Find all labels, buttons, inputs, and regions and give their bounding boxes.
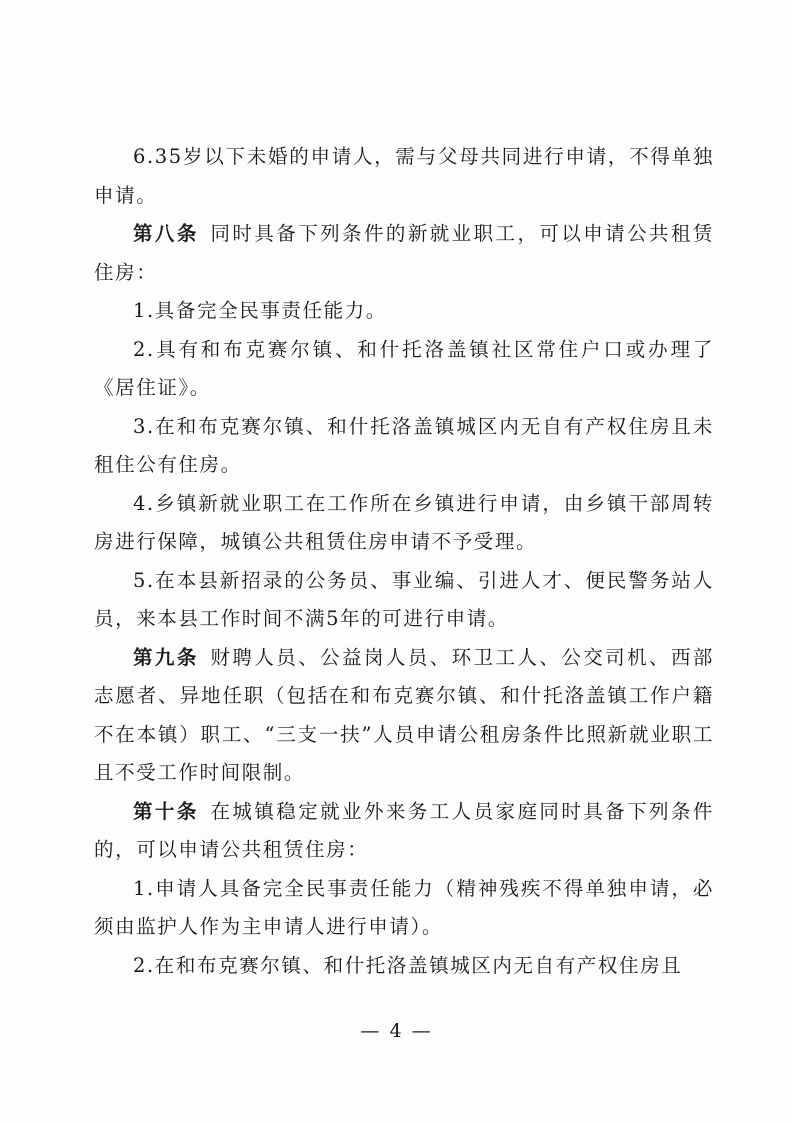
- document-body: [94, 138, 714, 985]
- article-heading: 第九条: [133, 645, 199, 669]
- paragraph-1: [94, 138, 714, 215]
- paragraph-text: 6.35岁以下未婚的申请人，需与父母共同进行申请，不得单独申请。: [94, 145, 714, 207]
- paragraph-text: 5.在本县新招录的公务员、事业编、引进人才、便民警务站人员，来本县工作时间不满5年的可进行申请。: [94, 568, 714, 630]
- paragraph-text: 在城镇稳定就业外来务工人员家庭同时具备下列条件的，可以申请公共租赁住房：: [94, 799, 714, 861]
- page-number: — 4 —: [360, 1020, 433, 1042]
- paragraph-7: [94, 562, 714, 639]
- paragraph-3: [94, 292, 714, 331]
- paragraph-4: [94, 331, 714, 408]
- paragraph-10: [94, 870, 714, 947]
- paragraph-6: [94, 485, 714, 562]
- paragraph-9: [94, 793, 714, 870]
- paragraph-2: [94, 215, 714, 292]
- paragraph-8: [94, 639, 714, 793]
- paragraph-text: 同时具备下列条件的新就业职工，可以申请公共租赁住房：: [94, 222, 714, 284]
- paragraph-text: 财聘人员、公益岗人员、环卫工人、公交司机、西部志愿者、异地任职（包括在和布克赛尔镇、和什托洛盖镇工作户籍不在本镇）职工、“三支一扶”人员申请公租房条件比照新就业职工且不受工作时间限制。: [94, 645, 714, 784]
- paragraph-text: 4.乡镇新就业职工在工作所在乡镇进行申请，由乡镇干部周转房进行保障，城镇公共租赁住房申请不予受理。: [94, 491, 714, 553]
- article-heading: 第十条: [133, 799, 199, 823]
- paragraph-text: 1.具备完全民事责任能力。: [133, 299, 387, 322]
- paragraph-text: 2.具有和布克赛尔镇、和什托洛盖镇社区常住户口或办理了《居住证》。: [94, 337, 714, 399]
- paragraph-text: 2.在和布克赛尔镇、和什托洛盖镇城区内无自有产权住房且: [133, 953, 683, 977]
- paragraph-11: [94, 947, 714, 986]
- paragraph-text: 3.在和布克赛尔镇、和什托洛盖镇城区内无自有产权住房且未租住公有住房。: [94, 414, 714, 476]
- article-heading: 第八条: [133, 222, 199, 245]
- paragraph-5: [94, 408, 714, 485]
- paragraph-text: 1.申请人具备完全民事责任能力（精神残疾不得单独申请，必须由监护人作为主申请人进行申请）。: [94, 876, 714, 938]
